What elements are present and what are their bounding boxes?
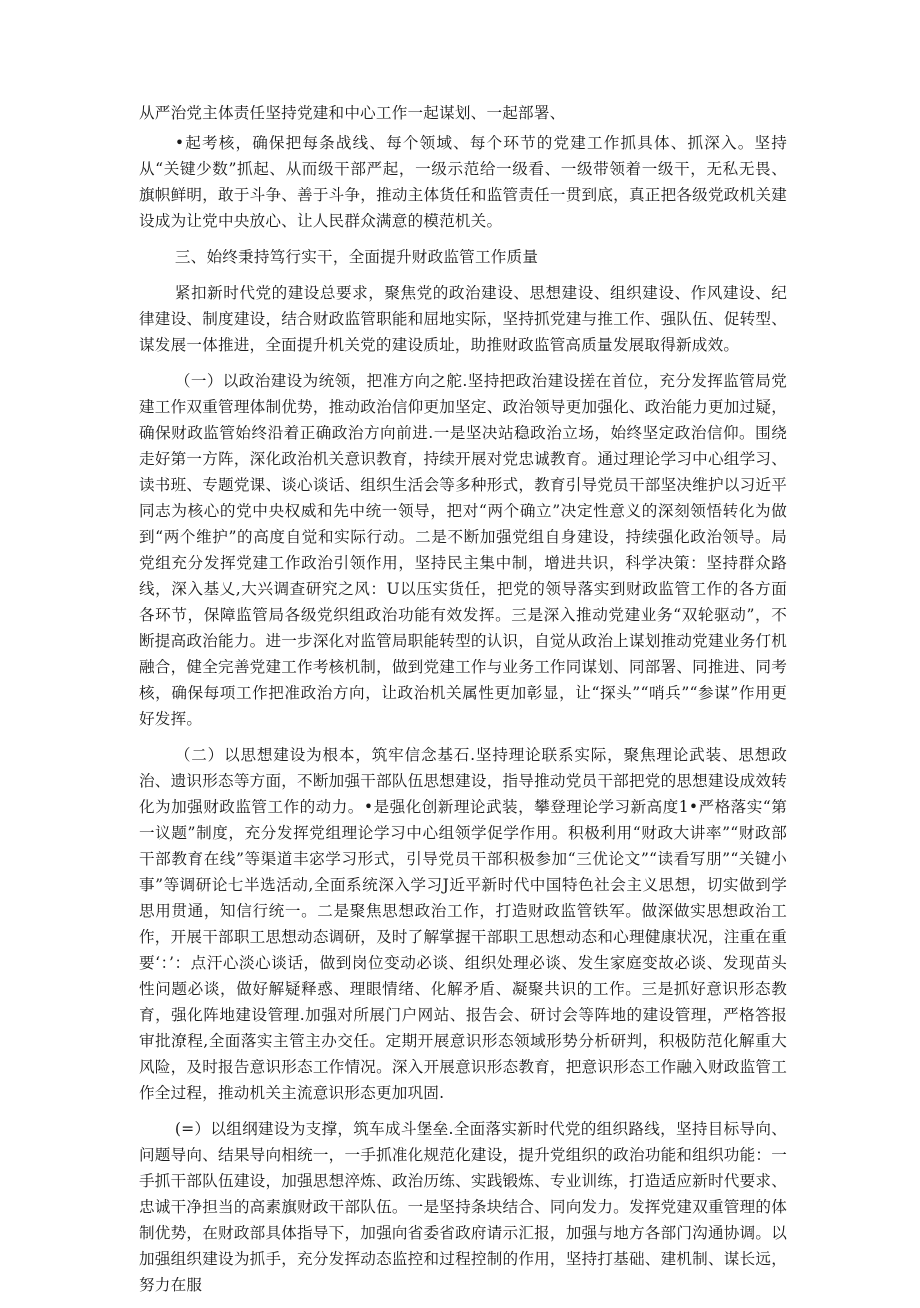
document-page: [139, 100, 787, 1308]
paragraph-continuation-1: 从严治党主体责任坚持党建和中心工作一起谋划、一起部署、: [139, 104, 566, 122]
paragraph-political-building: （一）以政治建设为统领，把准方向之舵.坚持把政治建设搓在首位，充分发挥监管局党建工作双重管理体制优势，推动政治信仰更加坚定、政治领导更加强化、政治能力更加过疑，确保财政监管始终沿着正确政治方向前进.一是坚决站稳政治立场，始终坚定政治信仰。围绕走好第一方阵，深化政治机关意识教育，持续开展对党忠诚教育。通过理论学习中心组学习、读书班、专题党课、谈心谈话、组织生活会等多种形式，教育引导党员干部坚决维护以习近平同志为核心的党中央权威和先中统一领导，把对“两个确立”决定性意义的深刻领悟转化为做到“两个维护”的高度自觉和实际行动。二是不断加强党组自身建设，持续强化政治领导。局党组充分发挥党建工作政治引领作用，坚持民主集中制，增进共识，科学决策：坚持群众路线，深入基乂,大兴调查研究之风：U以压实货任，把党的领导落实到财政监管工作的各方面各环节，保障监管局各级党织组政治功能有效发挥。三是深入推动党建业务“双轮驱动”，不断提高政治能力。进一步深化对监管局职能转型的认识，自觉从政治上谋划推动党建业务仃机融合，健全完善党建工作考核机制，做到党建工作与业务工作同谋划、同部署、同推进、同考核，确保每项工作把准政治方向，让政治机关属性更加彰显，让“探头”“哨兵”“参谋”作用更好发挥。: [139, 372, 787, 728]
section-heading-3: 三、始终秉持笃行实干，全面提升财政监管工作质量: [174, 248, 539, 266]
paragraph-organizational-building: (=）以组纲建设为支撑，筑车成斗堡垒.全面落实新时代党的组织路线，坚持目标导向、问题导向、结果导向相统一，一手抓准化规范化建设，提升党组织的政治功能和组织功能：一手抓干部队伍建设，加强思想淬炼、政治历练、实践锻炼、专业训练，打造适应新时代要求、忠诚干净担当的高素旗财政干部队伍。一是坚持条块结合、同向发力。发挥党建双重管理的体制优势，在财政部具体指导下，加强向省委省政府请示汇报，加强与地方各部门沟通协调。以加强组织建设为抓手，充分发挥动态监控和过程控制的作用，坚持打基础、建机制、谋长远，努力在服: [139, 1120, 787, 1294]
paragraph-continuation-2: •起考核，确保把每条战线、每个领域、每个环节的党建工作抓具体、抓深入。坚持从“关键少数”抓起、从而级干部严起，一级示范给一级看、一级带领着一级干，无私无畏、旗帜鲜明，敢于斗争、善于斗争，推动主体货任和监管责任一贯到底，真正把各级党政机关建设成为让党中央放心、让人民群众满意的模范机关。: [139, 134, 787, 230]
paragraph-intro: 紧扣新时代党的建设总要求，聚焦党的政治建设、思想建设、组织建设、作风建设、纪律建设、制度建设，结合财政监管职能和屈地实际，坚持抓党建与推工作、强队伍、促转型、谋发展一体推进，全面提升机关党的建设质址，助推财政监管高质量发展取得新成效。: [139, 284, 787, 354]
paragraph-ideological-building: （二）以思想建设为根本，筑牢信念基石.坚持理论联系实际，聚焦理论武装、思想政治、遗识形态等方面，不断加强干部队伍思想建设，指导推动党员干部把党的思想建设成效转化为加强财政监管工作的动力。•是强化创新理论武装，攀登理论学习新高度1•严格落实“第一议题”制度，充分发挥党组理论学习中心组领学促学作用。积极利用“财政大讲率”“财政部干部教育在线”等渠道丰宓学习形式，引导党员干部积极参加“三优论文”“读看写朋”“关键小事”等调研论七半选活动,全面系统深入学习J近平新时代中国特色社会主义思想，切实做到学思用贯通，知信行统一。二是聚焦思想政治工作，打造财政监管铁军。做深做实思想政治工作，开展干部职工思想动态调研，及时了解掌握干部职工思想动态和心理健康状况，注重在重要‘：’：点汗心淡心谈话，做到岗位变动必谈、组织处理必谈、发生家庭变故必谈、发现苗头性问题必谈，做好解疑释惑、理眼情绪、化解矛盾、凝聚共识的工作。三是抓好意识形态教育，强化阵地建设管理.加强对所展门户网站、报告会、研讨会等阵地的建设管理，严格答报审批潦程,全面落实主管主办交任。定期开展意识形态领域形势分析研判，积极防范化解重大风险，及时报告意识形态工作情况。深入开展意识形态教育，把意识形态工作融入财政监管工作全过程，推动机关主流意识形态更加巩固.: [139, 746, 787, 1102]
